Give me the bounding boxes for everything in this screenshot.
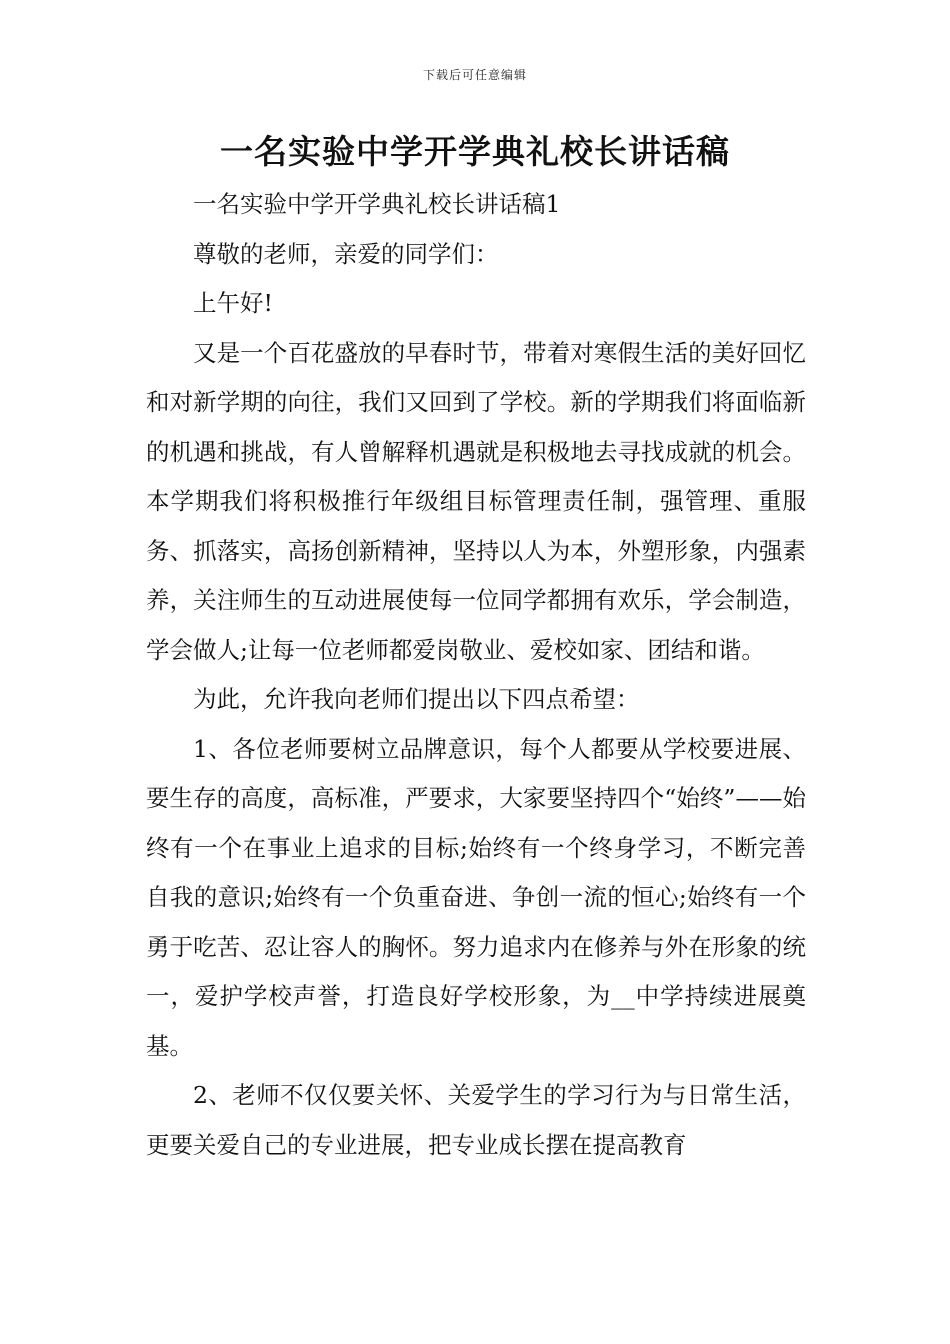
paragraph-hope-1: 1、各位老师要树立品牌意识，每个人都要从学校要进展、要生存的高度，高标准，严要求，大家要坚持四个“始终”——始终有一个在事业上追求的目标;始终有一个终身学习，不断完善自我的意识;始终有一个负重奋进、争创一流的恒心;始终有一个勇于吃苦、忍让容人的胸怀。努力追求内在修养与外在形象的统一，爱护学校声誉，打造良好学校形象，为__中学持续进展奠基。 xyxy=(146,734,806,1060)
paragraph-subtitle: 一名实验中学开学典礼校长讲话稿1 xyxy=(193,190,561,218)
paragraph-hope-2: 2、老师不仅仅要关怀、关爱学生的学习行为与日常生活，更要关爱自己的专业进展，把专业成长摆在提高教育 xyxy=(146,1081,806,1159)
document-body xyxy=(146,180,806,1170)
document-title: 一名实验中学开学典礼校长讲话稿 xyxy=(220,132,730,171)
paragraph-intro: 又是一个百花盛放的早春时节，带着对寒假生活的美好回忆和对新学期的向往，我们又回到了学校。新的学期我们将面临新的机遇和挑战，有人曾解释机遇就是积极地去寻找成就的机会。本学期我们将积极推行年级组目标管理责任制，强管理、重服务、抓落实，高扬创新精神，坚持以人为本，外塑形象，内强素养，关注师生的互动进展使每一位同学都拥有欢乐，学会制造，学会做人;让每一位老师都爱岗敬业、爱校如家、团结和谐。 xyxy=(146,338,806,664)
paragraph-greeting: 上午好! xyxy=(193,289,273,317)
paragraph-salutation: 尊敬的老师，亲爱的同学们： xyxy=(193,239,499,268)
header-note: 下载后可任意编辑 xyxy=(422,68,527,82)
paragraph-hopes-lead: 为此，允许我向老师们提出以下四点希望： xyxy=(193,685,640,713)
